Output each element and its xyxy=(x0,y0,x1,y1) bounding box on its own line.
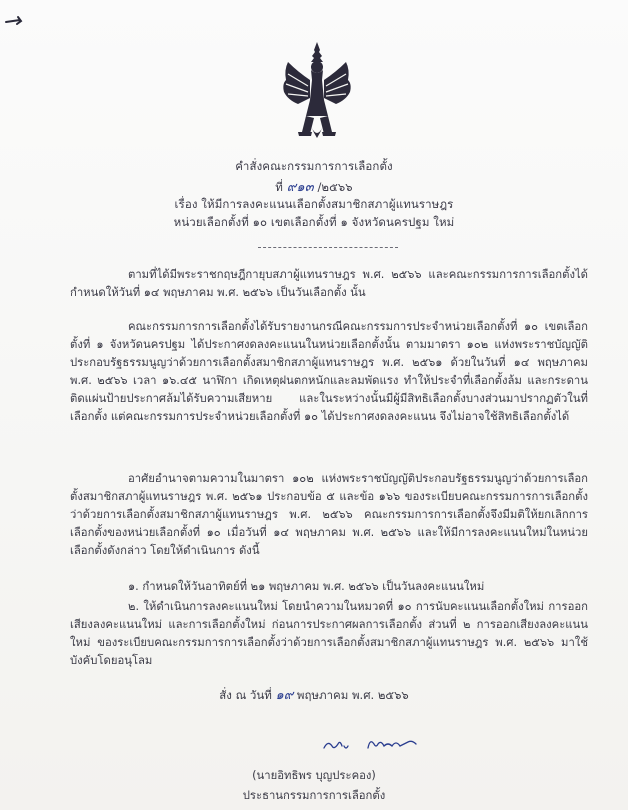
order-date-rest: พฤษภาคม พ.ศ. ๒๕๖๖ xyxy=(296,688,409,702)
order-subject-line2: หน่วยเลือกตั้งที่ ๑๐ เขตเลือกตั้งที่ ๑ จังหวัดนครปฐม ใหม่ xyxy=(173,215,455,229)
order-number-suffix: /๒๕๖๖ xyxy=(317,180,353,194)
paragraph-1 xyxy=(70,266,588,302)
paragraph-2-text: คณะกรรมการการเลือกตั้งได้รับรายงานกรณีคณะกรรมการประจำหน่วยเลือกตั้งที่ ๑๐ เขตเลือกตั้งที่ ๑ จังหวัดนครปฐม ได้ประกาศงดลงคะแนนในหน่วยเลือกตั้งนั้น ตามมาตรา ๑๐๒ แห่งพระราชบัญญัติประกอบรัฐธรรมนูญว่าด้วยการเลือกตั้งสมาชิกสภาผู้แทนราษฎร พ.ศ. ๒๕๖๑ ด้วยในวันที่ ๑๔ พฤษภาคม พ.ศ. ๒๕๖๖ เวลา ๑๖.๔๕ นาฬิกา เกิดเหตุฝนตกหนักและลมพัดแรง ทำให้ประจำที่เลือกตั้งล้ม และกระดานติดแผ่นป้ายประกาศล้มได้รับความเสียหาย และในระหว่างนั้นมีผู้มีสิทธิเลือกตั้งบางส่วนมาปรากฏตัวในที่เลือกตั้ง แต่คณะกรรมการประจำหน่วยเลือกตั้งที่ ๑๐ ได้ประกาศงดลงคะแนน จึงไม่อาจใช้สิทธิเลือกตั้งได้ xyxy=(70,320,588,423)
list-item-1 xyxy=(70,578,588,596)
signer-position: ประธานกรรมการการเลือกตั้ง xyxy=(242,789,386,802)
paragraph-3 xyxy=(70,470,588,560)
paragraph-2 xyxy=(70,318,588,426)
list-item-2-text: ๒. ให้ดำเนินการลงคะแนนใหม่ โดยนำความในหมวดที่ ๑๐ การนับคะแนนเลือกตั้งใหม่ การออกเสียงลงคะแนนใหม่ และการเลือกตั้งใหม่ ก่อนการประกาศผลการเลือกตั้ง ส่วนที่ ๒ การออกเสียงลงคะแนนใหม่ ของระเบียบคณะกรรมการการเลือกตั้งว่าด้วยการเลือกตั้งสมาชิกสภาผู้แทนราษฎร พ.ศ. ๒๕๖๖ มาใช้บังคับโดยอนุโลม xyxy=(70,600,588,667)
order-date xyxy=(0,684,628,705)
list-item-2 xyxy=(70,598,588,670)
order-subject: เรื่อง ให้มีการลงคะแนนเลือกตั้งสมาชิกสภาผู้แทนราษฎร xyxy=(174,197,454,211)
order-number xyxy=(0,176,628,197)
order-date-day-handwritten: ๑๙ xyxy=(275,688,294,703)
order-date-prefix: สั่ง ณ วันที่ xyxy=(219,688,272,702)
order-number-handwritten: ๙๑๓ xyxy=(286,180,314,195)
order-title: คำสั่งคณะกรรมการการเลือกตั้ง xyxy=(235,159,393,173)
order-number-prefix: ที่ xyxy=(275,180,283,194)
paragraph-3-text: อาศัยอำนาจตามความในมาตรา ๑๐๒ แห่งพระราชบัญญัติประกอบรัฐธรรมนูญว่าด้วยการเลือกตั้งสมาชิกสภาผู้แทนราษฎร พ.ศ. ๒๕๖๑ ประกอบข้อ ๕ และข้อ ๑๖๖ ของระเบียบคณะกรรมการการเลือกตั้งว่าด้วยการเลือกตั้งสมาชิกสภาผู้แทนราษฎร พ.ศ. ๒๕๖๖ คณะกรรมการการเลือกตั้งจึงมีมติให้ยกเลิกการเลือกตั้งของหน่วยเลือกตั้งที่ ๑๐ เมื่อวันที่ ๑๔ พฤษภาคม พ.ศ. ๒๕๖๖ และให้มีการลงคะแนนใหม่ในหน่วยเลือกตั้งดังกล่าว โดยให้ดำเนินการ ดังนี้ xyxy=(70,472,588,557)
corner-mark-icon xyxy=(2,12,24,34)
header-divider xyxy=(258,247,398,248)
garuda-emblem-icon xyxy=(278,40,356,150)
signature-image xyxy=(318,730,428,760)
list-item-1-text: ๑. กำหนดให้วันอาทิตย์ที่ ๒๑ พฤษภาคม พ.ศ. ๒๕๖๖ เป็นวันลงคะแนนใหม่ xyxy=(128,580,485,593)
paragraph-1-text: ตามที่ได้มีพระราชกฤษฎีกายุบสภาผู้แทนราษฎร พ.ศ. ๒๕๖๖ และคณะกรรมการการเลือกตั้งได้กำหนดให้วันที่ ๑๔ พฤษภาคม พ.ศ. ๒๕๖๖ เป็นวันเลือกตั้ง นั้น xyxy=(70,268,588,299)
signer-name: (นายอิทธิพร บุญประคอง) xyxy=(252,769,376,782)
